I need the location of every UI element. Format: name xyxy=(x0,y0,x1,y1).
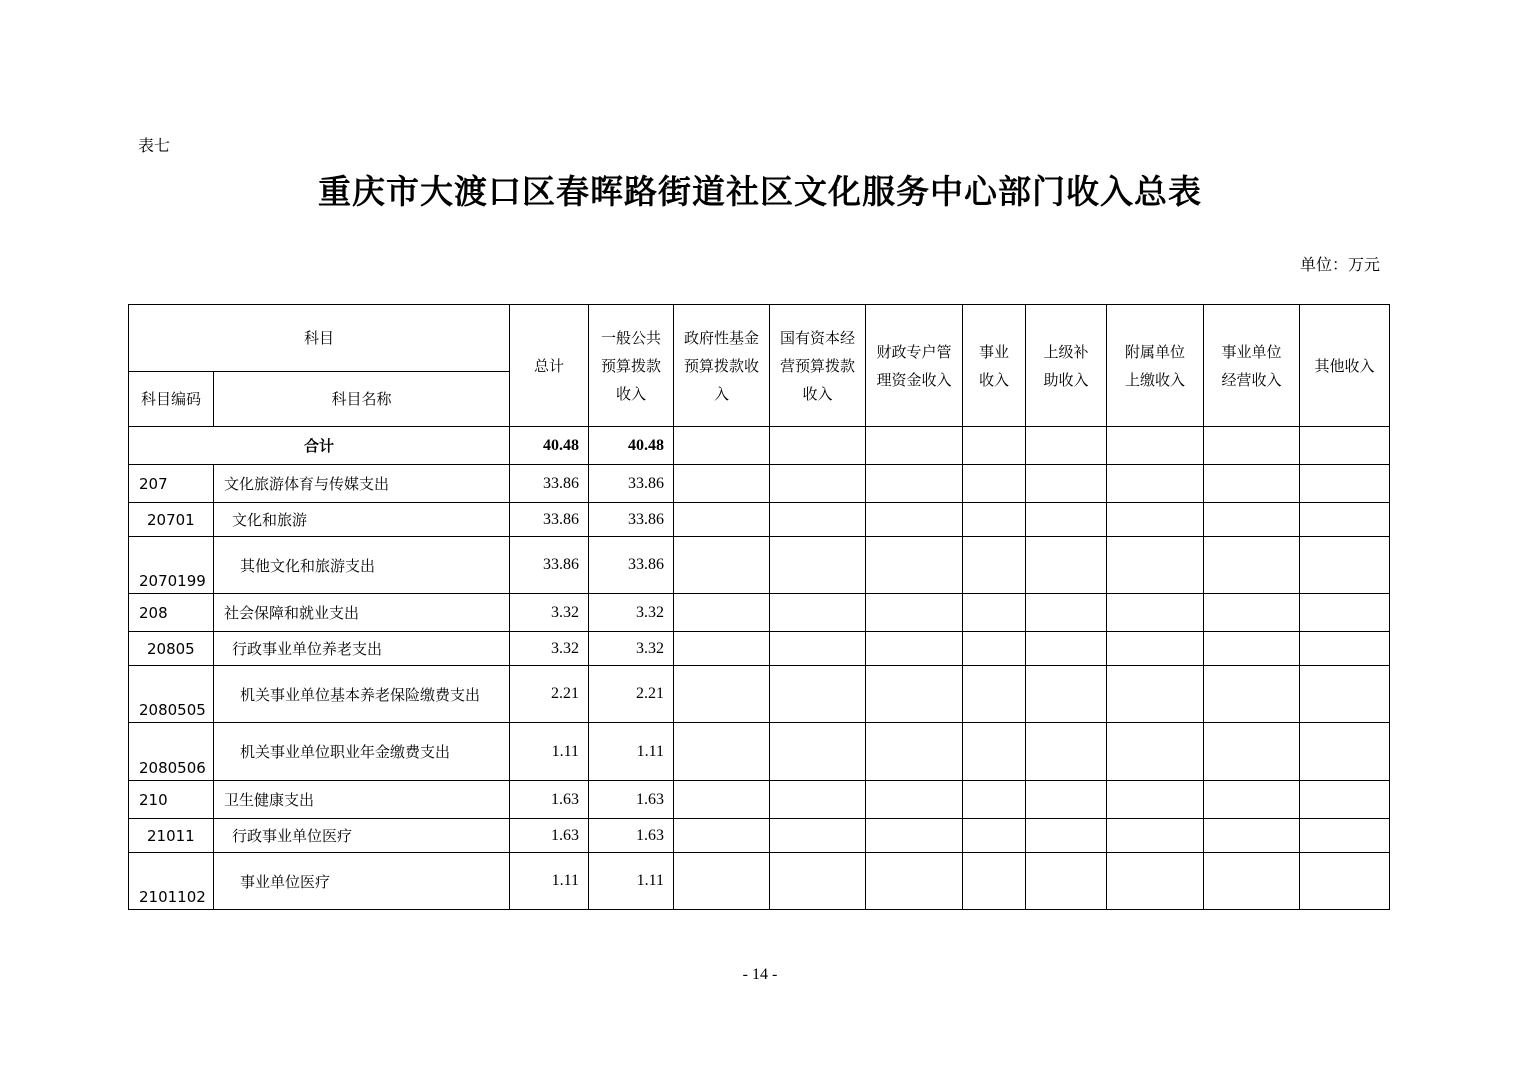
income-table xyxy=(128,304,1390,910)
header-subject-code: 科目编码 xyxy=(129,372,214,427)
unit-label: 单位：万元 xyxy=(1300,255,1381,274)
table-row xyxy=(129,503,1390,537)
cell-code: 2080506 xyxy=(129,723,214,781)
table-row xyxy=(129,819,1390,853)
header-business-operating: 事业单位经营收入 xyxy=(1204,305,1300,427)
header-subject-name: 科目名称 xyxy=(214,372,510,427)
cell-general: 33.86 xyxy=(589,465,674,503)
cell-code: 2101102 xyxy=(129,853,214,910)
header-total: 总计 xyxy=(510,305,589,427)
cell-code: 207 xyxy=(129,465,214,503)
cell-total: 3.32 xyxy=(510,594,589,632)
header-subject: 科目 xyxy=(129,305,510,372)
cell-name: 文化旅游体育与传媒支出 xyxy=(214,465,510,503)
header-gov-fund: 政府性基金预算拨款收入 xyxy=(674,305,770,427)
table-row-total xyxy=(129,427,1390,465)
table-row xyxy=(129,537,1390,594)
cell-code: 21011 xyxy=(129,819,214,853)
cell-general: 40.48 xyxy=(589,427,674,465)
cell-name: 文化和旅游 xyxy=(214,503,510,537)
cell-general: 3.32 xyxy=(589,594,674,632)
cell-code: 2070199 xyxy=(129,537,214,594)
cell-name: 事业单位医疗 xyxy=(214,853,510,910)
cell-code: 20701 xyxy=(129,503,214,537)
page-title: 重庆市大渡口区春晖路街道社区文化服务中心部门收入总表 xyxy=(318,172,1202,211)
header-state-capital: 国有资本经营预算拨款收入 xyxy=(770,305,866,427)
table-row xyxy=(129,632,1390,666)
cell-total: 33.86 xyxy=(510,537,589,594)
total-label: 合计 xyxy=(129,427,510,465)
cell-total: 40.48 xyxy=(510,427,589,465)
cell-general: 1.63 xyxy=(589,819,674,853)
cell-name: 其他文化和旅游支出 xyxy=(214,537,510,594)
cell-code: 208 xyxy=(129,594,214,632)
table-row xyxy=(129,781,1390,819)
table-row xyxy=(129,465,1390,503)
cell-name: 社会保障和就业支出 xyxy=(214,594,510,632)
cell-total: 1.11 xyxy=(510,723,589,781)
cell-general: 33.86 xyxy=(589,537,674,594)
header-other-income: 其他收入 xyxy=(1300,305,1390,427)
cell-total: 3.32 xyxy=(510,632,589,666)
table-row xyxy=(129,723,1390,781)
table-row xyxy=(129,666,1390,723)
cell-total: 1.63 xyxy=(510,819,589,853)
cell-name: 机关事业单位职业年金缴费支出 xyxy=(214,723,510,781)
cell-name: 机关事业单位基本养老保险缴费支出 xyxy=(214,666,510,723)
cell-general: 2.21 xyxy=(589,666,674,723)
cell-total: 1.63 xyxy=(510,781,589,819)
cell-total: 33.86 xyxy=(510,465,589,503)
cell-name: 行政事业单位养老支出 xyxy=(214,632,510,666)
header-general-budget: 一般公共预算拨款收入 xyxy=(589,305,674,427)
header-superior-subsidy: 上级补助收入 xyxy=(1026,305,1107,427)
cell-code: 2080505 xyxy=(129,666,214,723)
cell-total: 1.11 xyxy=(510,853,589,910)
cell-total: 33.86 xyxy=(510,503,589,537)
cell-general: 3.32 xyxy=(589,632,674,666)
table-row xyxy=(129,853,1390,910)
cell-general: 1.11 xyxy=(589,853,674,910)
header-fiscal-special: 财政专户管理资金收入 xyxy=(866,305,963,427)
cell-code: 210 xyxy=(129,781,214,819)
cell-general: 33.86 xyxy=(589,503,674,537)
header-business-income: 事业收入 xyxy=(963,305,1026,427)
cell-name: 卫生健康支出 xyxy=(214,781,510,819)
table-row xyxy=(129,594,1390,632)
cell-code: 20805 xyxy=(129,632,214,666)
cell-general: 1.11 xyxy=(589,723,674,781)
cell-total: 2.21 xyxy=(510,666,589,723)
table-label: 表七 xyxy=(138,136,171,155)
page-number: - 14 - xyxy=(742,966,778,983)
header-affiliated-income: 附属单位上缴收入 xyxy=(1107,305,1204,427)
cell-name: 行政事业单位医疗 xyxy=(214,819,510,853)
cell-general: 1.63 xyxy=(589,781,674,819)
